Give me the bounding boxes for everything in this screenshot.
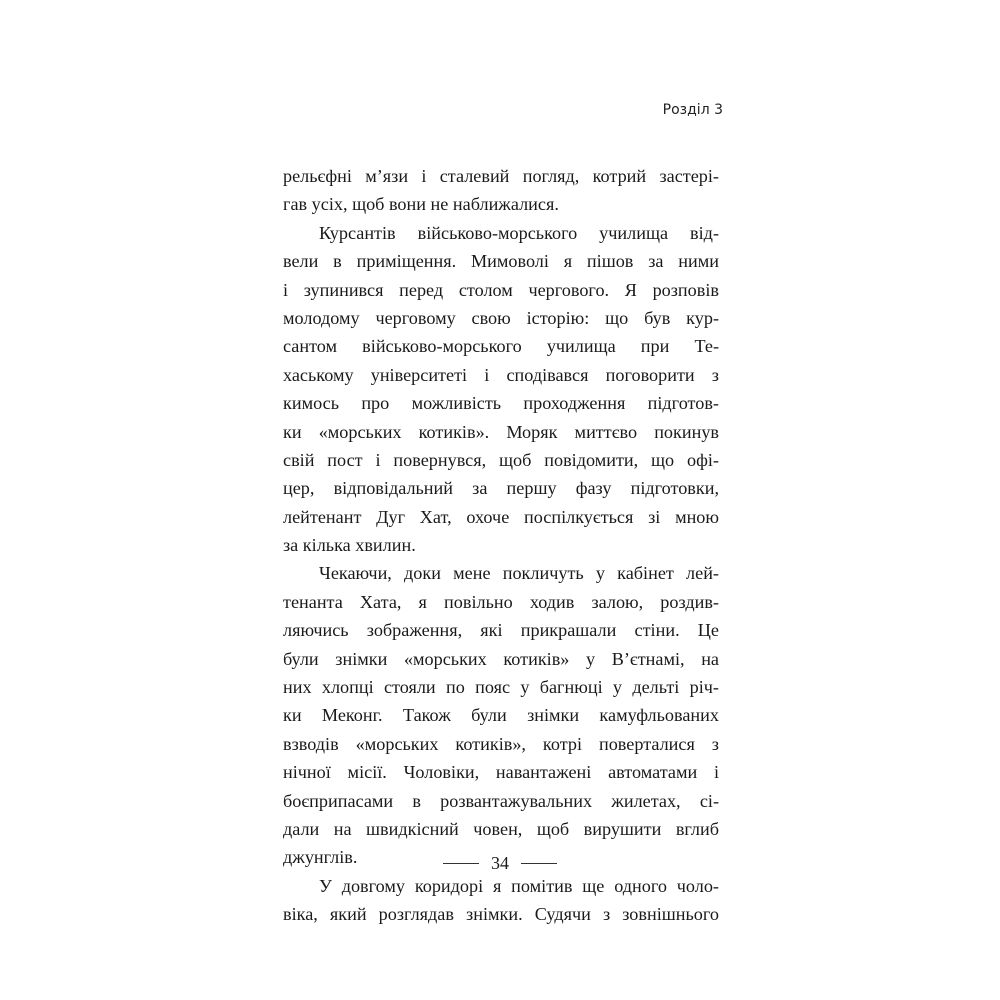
text-line: молодому черговому свою історію: що був кур- [283, 307, 719, 328]
text-line: нічної місії. Чоловіки, навантажені автоматами і [283, 762, 719, 783]
text-line: лейтенант Дуг Хат, охоче поспілкується зі мною [283, 506, 719, 527]
text-line: дали на швидкісний човен, щоб вирушити вглиб [283, 818, 719, 839]
text-line: рельєфні м’язи і сталевий погляд, котрий застері- [283, 166, 719, 186]
text-line: боєприпасами в розвантажувальних жилетах, сі- [283, 790, 719, 811]
text-line: ляючись зображення, які прикрашали стіни. Це [283, 620, 719, 641]
body-text [283, 162, 719, 929]
page-number: 34 [491, 853, 509, 873]
page-number-footer [0, 853, 1000, 874]
text-line: цер, відповідальний за першу фазу підготовки, [283, 478, 719, 499]
text-line: ки Меконг. Також були знімки камуфльованих [283, 705, 719, 726]
text-line: У довгому коридорі я помітив ще одного чоло- [319, 875, 719, 896]
folio-rule-right [521, 863, 557, 864]
text-line: Курсантів військово-морського училища від- [319, 222, 719, 243]
text-line: тенанта Хата, я повільно ходив залою, роздив- [283, 591, 719, 612]
text-line: вели в приміщення. Мимоволі я пішов за ними [283, 251, 719, 272]
text-line: хаському університеті і сподівався поговорити з [283, 364, 719, 385]
paragraph [283, 162, 719, 219]
running-head: Розділ 3 [662, 102, 723, 118]
text-line: віка, який розглядав знімки. Судячи з зовнішнього [283, 904, 719, 925]
text-line: них хлопці стояли по пояс у багнюці у дельті річ- [283, 677, 719, 698]
text-line: гав усіх, щоб вони не наближалися. [283, 194, 559, 215]
text-line: були знімки «морських котиків» у В’єтнамі, на [283, 648, 719, 669]
folio-rule-left [443, 863, 479, 864]
text-line: взводів «морських котиків», котрі поверталися з [283, 733, 719, 754]
paragraph [283, 219, 719, 560]
paragraph [283, 872, 719, 929]
text-line: джунглів. [283, 847, 358, 868]
text-line: ки «морських котиків». Моряк миттєво покинув [283, 421, 719, 442]
text-line: за кілька хвилин. [283, 535, 416, 556]
text-line: свій пост і повернувся, щоб повідомити, що офі- [283, 449, 719, 470]
text-line: і зупинився перед столом чергового. Я розповів [283, 279, 719, 300]
text-line: сантом військово-морського училища при Те- [283, 336, 719, 357]
paragraph [283, 559, 719, 871]
text-line: кимось про можливість проходження підготов- [283, 393, 719, 414]
text-line: Чекаючи, доки мене покличуть у кабінет лей- [319, 563, 719, 584]
